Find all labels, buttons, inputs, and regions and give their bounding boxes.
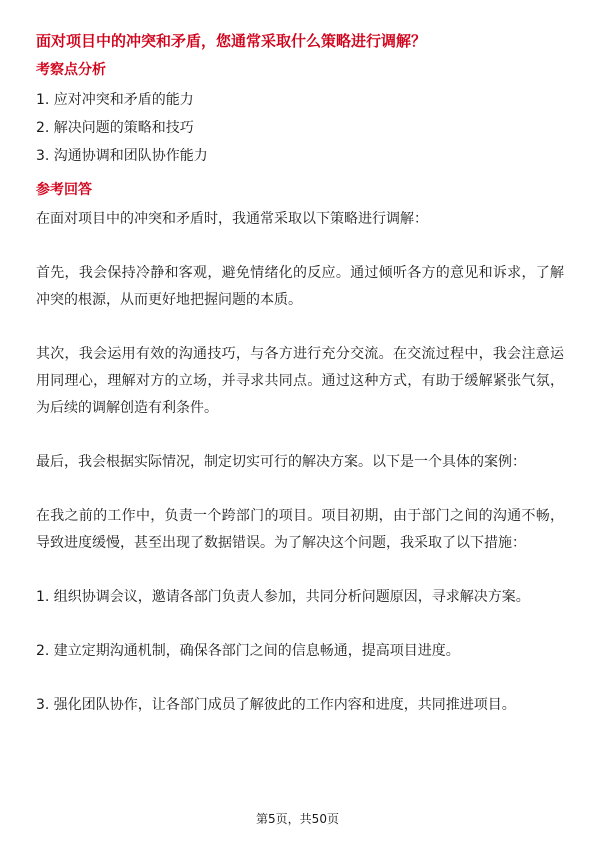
answer-heading: 参考回答 xyxy=(36,182,92,198)
analysis-point: 1. 应对冲突和矛盾的能力 xyxy=(36,92,194,108)
analysis-heading: 考察点分析 xyxy=(36,62,106,78)
answer-paragraph: 1. 组织协调会议，邀请各部门负责人参加，共同分析问题原因，寻求解决方案。 xyxy=(36,589,530,605)
answer-paragraph: 其次，我会运用有效的沟通技巧，与各方进行充分交流。在交流过程中，我会注意运用同理心，理解对方的立场，并寻求共同点。通过这种方式，有助于缓解紧张气氛，为后续的调解创造有利条件。 xyxy=(36,346,564,416)
analysis-points xyxy=(36,86,564,170)
analysis-point: 2. 解决问题的策略和技巧 xyxy=(36,120,194,136)
answer-paragraph: 在面对项目中的冲突和矛盾时，我通常采取以下策略进行调解： xyxy=(36,211,428,227)
analysis-point: 3. 沟通协调和团队协作能力 xyxy=(36,148,208,164)
document-page xyxy=(36,30,564,719)
page-number: 第5页，共50页 xyxy=(256,812,339,826)
answer-body xyxy=(36,206,564,719)
answer-paragraph: 3. 强化团队协作，让各部门成员了解彼此的工作内容和进度，共同推进项目。 xyxy=(36,697,516,713)
question-title: 面对项目中的冲突和矛盾，您通常采取什么策略进行调解？ xyxy=(36,32,427,50)
answer-paragraph: 2. 建立定期沟通机制，确保各部门之间的信息畅通，提高项目进度。 xyxy=(36,643,460,659)
answer-paragraph: 首先，我会保持冷静和客观，避免情绪化的反应。通过倾听各方的意见和诉求，了解冲突的根源，从而更好地把握问题的本质。 xyxy=(36,265,564,308)
answer-paragraph: 最后，我会根据实际情况，制定切实可行的解决方案。以下是一个具体的案例： xyxy=(36,454,526,470)
answer-paragraph: 在我之前的工作中，负责一个跨部门的项目。项目初期，由于部门之间的沟通不畅，导致进度缓慢，甚至出现了数据错误。为了解决这个问题，我采取了以下措施： xyxy=(36,508,564,551)
